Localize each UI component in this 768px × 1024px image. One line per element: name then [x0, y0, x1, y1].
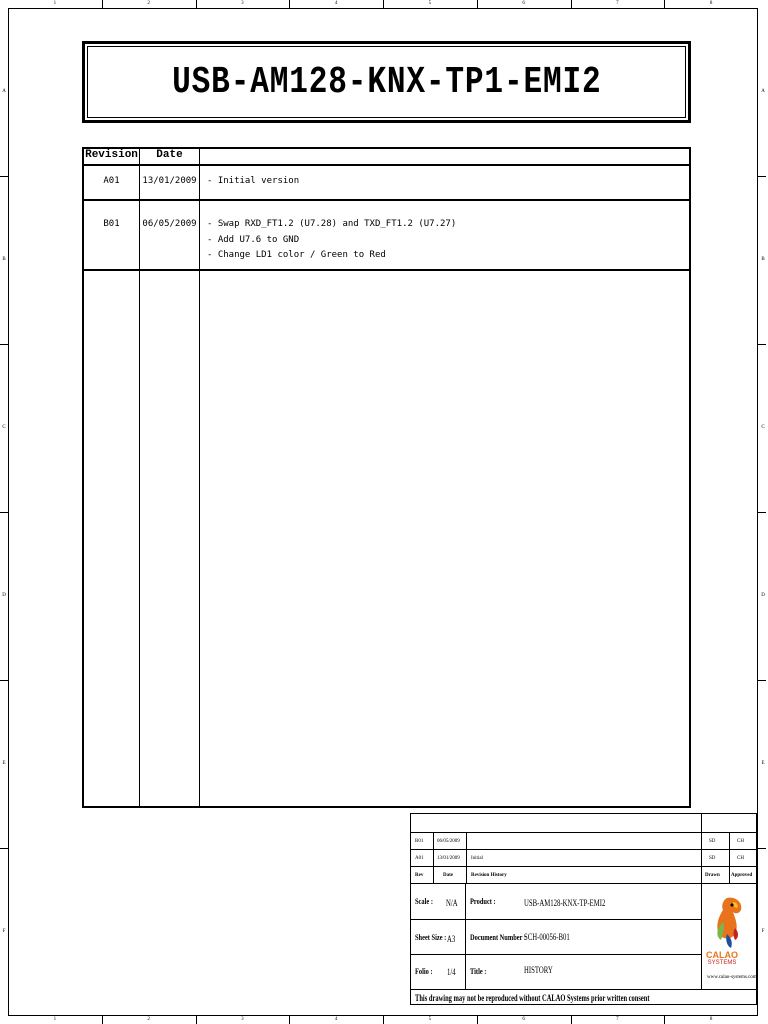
zone-tick [289, 1016, 290, 1024]
zone-tick [102, 1016, 103, 1024]
row-b01-line-3: - Change LD1 color / Green to Red [207, 250, 386, 260]
history-header-date: Date [443, 873, 453, 878]
zone-column-label: 7 [616, 1017, 619, 1022]
column-divider [199, 149, 200, 806]
zone-column-label: 7 [616, 1, 619, 6]
website-text: www.calao-systems.com [707, 975, 757, 980]
column-divider [139, 149, 140, 806]
zone-tick [102, 0, 103, 8]
row-b01-date: 06/05/2009 [142, 219, 197, 229]
zone-tick [664, 0, 665, 8]
zone-row-label: F [2, 929, 6, 934]
zone-tick [0, 344, 8, 345]
calao-logo [705, 894, 755, 974]
zone-row-label: D [2, 593, 6, 598]
zone-column-label: 4 [334, 1, 338, 6]
row-a01-rev: A01 [103, 176, 120, 186]
zone-column-label: 3 [241, 1, 244, 6]
zone-column-label: 6 [522, 1, 525, 6]
folio-value: 1/4 [447, 967, 456, 977]
disclaimer-text: This drawing may not be reproduced without CALAO Systems prior written consent [415, 993, 650, 1003]
row-a01-date: 13/01/2009 [142, 176, 197, 186]
sheet-size-label: Sheet Size : [415, 933, 447, 942]
zone-tick [664, 1016, 665, 1024]
logo-text-systems: SYSTEMS [707, 960, 737, 966]
zone-row-label: B [761, 257, 765, 262]
zone-column-label: 3 [241, 1017, 244, 1022]
zone-tick [196, 1016, 197, 1024]
zone-column-label: 1 [53, 1017, 57, 1022]
history-header-approved: Approved [731, 873, 753, 878]
zone-row-label: A [761, 89, 765, 94]
doc-number-value: SCH-00056-B01 [524, 932, 570, 942]
zone-tick [758, 176, 766, 177]
history-header-drawn: Drawn [705, 873, 720, 878]
zone-tick [477, 1016, 478, 1024]
product-label: Product : [470, 897, 496, 906]
zone-tick [289, 0, 290, 8]
history-approved: CH [737, 839, 744, 844]
zone-tick [0, 512, 8, 513]
product-value: USB-AM128-KNX-TP-EMI2 [524, 898, 606, 908]
doc-number-label: Document Number : [470, 933, 527, 942]
zone-tick [758, 680, 766, 681]
zone-row-label: C [761, 425, 765, 430]
parrot-logo-icon [705, 894, 755, 954]
title-label: Title : [470, 967, 487, 976]
zone-row-label: A [2, 89, 6, 94]
row-b01-line-2: - Add U7.6 to GND [207, 235, 300, 245]
row-divider [84, 164, 689, 166]
zone-column-label: 4 [334, 1017, 338, 1022]
zone-tick [383, 0, 384, 8]
sheet-size-value: A3 [447, 934, 456, 944]
zone-row-label: B [2, 257, 6, 262]
zone-tick [758, 848, 766, 849]
zone-row-label: E [761, 761, 765, 766]
zone-row-label: C [2, 425, 6, 430]
zone-tick [758, 512, 766, 513]
history-drawn: SD [709, 856, 716, 861]
zone-column-label: 8 [709, 1017, 713, 1022]
zone-column-label: 5 [428, 1, 432, 6]
history-date: 13/01/2009 [437, 856, 460, 861]
history-approved: CH [737, 856, 744, 861]
zone-row-label: D [761, 593, 765, 598]
zone-tick [383, 1016, 384, 1024]
zone-tick [0, 176, 8, 177]
header-date: Date [156, 149, 183, 161]
scale-value: N/A [446, 898, 458, 908]
logo-text-calao: CALAO [706, 950, 738, 960]
zone-tick [0, 680, 8, 681]
folio-label: Folio : [415, 967, 433, 976]
history-date: 06/05/2009 [437, 839, 460, 844]
zone-column-label: 1 [53, 1, 57, 6]
zone-tick [0, 848, 8, 849]
row-divider [84, 269, 689, 271]
history-header-desc: Revision History [471, 873, 507, 878]
history-rev: A01 [415, 856, 424, 861]
history-drawn: SD [709, 839, 716, 844]
zone-tick [196, 0, 197, 8]
zone-tick [571, 0, 572, 8]
title-value: HISTORY [524, 965, 553, 975]
revision-table [82, 147, 691, 808]
zone-column-label: 8 [709, 1, 713, 6]
zone-column-label: 2 [147, 1017, 150, 1022]
row-b01-rev: B01 [103, 219, 120, 229]
document-title: USB-AM128-KNX-TP1-EMI2 [171, 60, 602, 104]
header-revision: Revision [85, 149, 138, 161]
row-divider [84, 199, 689, 201]
history-desc: Initial [471, 856, 483, 861]
zone-row-label: E [2, 761, 6, 766]
title-block [410, 813, 757, 1005]
history-rev: B01 [415, 839, 424, 844]
scale-label: Scale : [415, 897, 433, 906]
history-header-rev: Rev [415, 873, 424, 878]
title-box [82, 41, 691, 123]
zone-column-label: 6 [522, 1017, 525, 1022]
zone-tick [571, 1016, 572, 1024]
zone-column-label: 2 [147, 1, 150, 6]
zone-row-label: F [761, 929, 765, 934]
zone-tick [758, 344, 766, 345]
row-a01-line: - Initial version [207, 176, 300, 186]
zone-column-label: 5 [428, 1017, 432, 1022]
zone-tick [477, 0, 478, 8]
row-b01-line-1: - Swap RXD_FT1.2 (U7.28) and TXD_FT1.2 (U7.27) [207, 219, 457, 229]
